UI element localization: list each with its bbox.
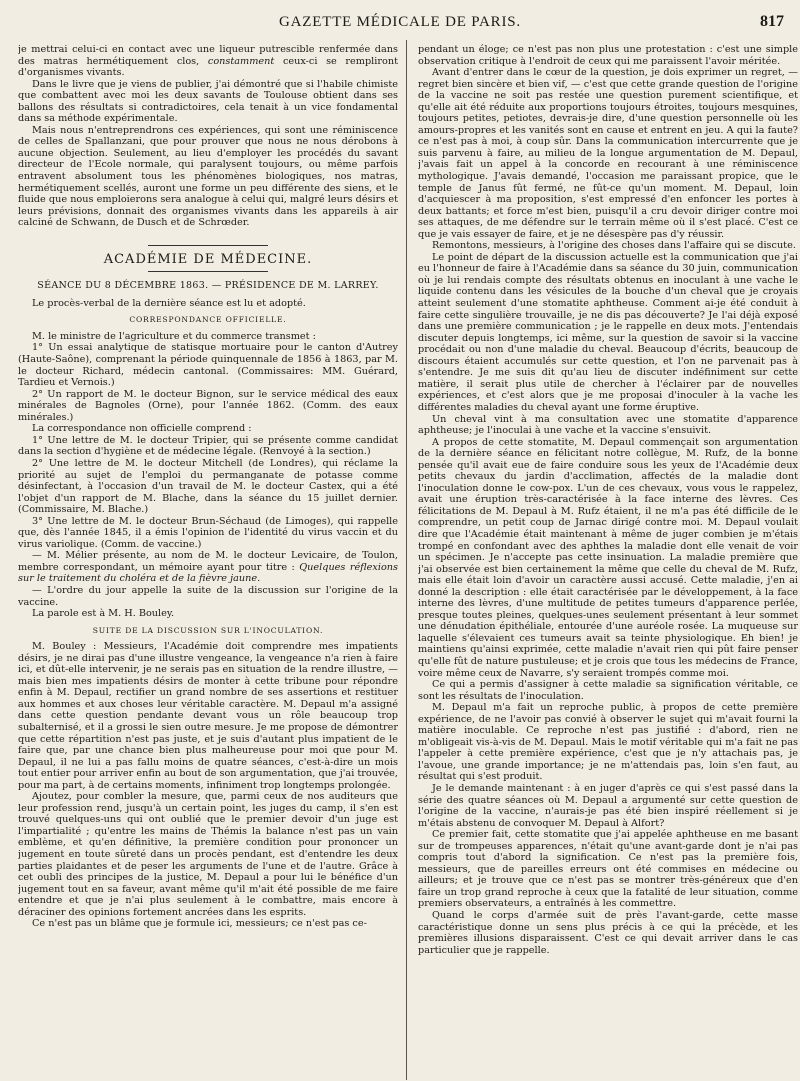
paragraph: pendant un éloge; ce n'est pas non plus une protestation : c'est une simple observation critique à l'endroit de ceux qui me paraissent l'avoir méritée. — [418, 44, 798, 67]
column-divider — [406, 40, 407, 1080]
paragraph: M. Bouley : Messieurs, l'Académie doit comprendre mes impatients désirs, je ne dirai pas d'une illustre vengeance, la vengeance n'a rien à faire ici, et dût-elle intervenir, je ne serais pas en situation de la rendre illustre, — mais bien mes impatients désirs de monter à cette tribune pour répondre enfin à M. Depaul, rectifier un grand nombre de ses assertions et restituer aux hommes et aux choses leur véritable caractère. M. Depaul m'a assigné dans cette question pendante devant vous un rôle beaucoup trop subalternisé, et il a grossi le sien outre mesure. Je me propose de démontrer que cette répartition n'est pas juste, et je suis d'autant plus impatient de le faire que, par une chance bien plus malheureuse pour moi que pour M. Depaul, il ne lui a pas fallu moins de quatre séances, c'est-à-dire un mois tout entier pour arriver enfin au bout de son argumentation, que j'ai trouvée, pour ma part, à de certains moments, infiniment trop longtemps prolongée. — [18, 641, 398, 791]
paragraph: La correspondance non officielle comprend : — [32, 423, 252, 435]
left-column — [18, 44, 398, 1078]
paragraph: Un cheval vint à ma consultation avec une stomatite d'apparence aphtheuse; je l'inoculai à une vache et la vaccine s'ensuivit. — [418, 413, 798, 437]
academy-title: ACADÉMIE DE MÉDECINE. — [103, 251, 313, 267]
paragraph: Ajoutez, pour combler la mesure, que, parmi ceux de nos auditeurs que leur profession rend, jusqu'à un certain point, les juges du camp, il s'en est trouvé quelques-uns qui ont oublié que le premier devoir d'un juge est l'impartialité ; qu'entre les mains de Thémis la balance n'est pas un vain emblème, et qu'en définitive, la première condition pour prononcer un jugement en toute sûreté dans un procès pendant, est d'entendre les deux parties plaidantes et de peser les arguments de l'une et de l'autre. Grâce à cet oubli des principes de la justice, M. Depaul a pour lui le bénéfice d'un jugement tout en sa faveur, avant même qu'il m'ait été possible de me faire entendre et que je n'ai plus seulement à le combattre, mais encore à déraciner des opinions fortement ancrées dans les esprits. — [18, 791, 398, 918]
paragraph: Quand le corps d'armée suit de près l'avant-garde, cette masse caractéristique donne un sens plus précis à ce qui la précède, et les premières illusions disparaissent. C'est ce qui devait arriver dans le cas particulier que je rappelle. — [418, 910, 798, 956]
correspondence-heading: CORRESPONDANCE OFFICIELLE. — [129, 315, 287, 325]
paragraph: Ce n'est pas un blâme que je formule ici, messieurs; ce n'est pas ce- — [32, 918, 367, 930]
paragraph: — M. Mélier présente, au nom de M. le docteur Levicaire, de Toulon, membre correspondant, un mémoire ayant pour titre : Quelques réflexions sur le traitement du choléra et de la fièvre jaune. — [18, 550, 398, 585]
section-rule — [148, 271, 268, 272]
paragraph: 1° Une lettre de M. le docteur Tripier, qui se présente comme candidat dans la section d'hygiène et de médecine légale. (Renvoyé à la section.) — [18, 434, 398, 458]
paragraph: A propos de cette stomatite, M. Depaul commençait son argumentation de la dernière séance en félicitant notre collègue, M. Rufz, de la bonne pensée qu'il avait eue de faire conduire sous les yeux de l'Académie deux petits chevaux du jardin d'acclimation, affectés de la maladie dont l'inoculation donne le cow-pox. L'un de ces chevaux, vous vous le rappelez, avait une éruption très-caractérisée à la face interne des lèvres. Ces félicitations de M. Depaul à M. Rufz étaient, il ne m'a pas été difficile de le comprendre, un petit coup de Jarnac dirigé contre moi. M. Depaul voulait dire que l'Académie était maintenant à même de juger combien je m'étais trompé en confondant avec des aphthes la maladie dont elle venait de voir un spécimen. Je n'accepte pas cette insinuation. La maladie première que j'ai observée est bien certainement la même que celle du cheval de M. Rufz, mais elle était loin d'avoir un caractère aussi accusé. Cette maladie, j'en ai donné la description : elle était caractérisée par le développement, à la face interne des lèvres, d'une multitude de petites tumeurs d'apparence perlée, presque toutes pleines, quelques-unes seulement présentant à leur sommet une dénudation épithéliale, entourée d'une auréole rosée. La muqueuse sur laquelle s'élevaient ces tumeurs avait sa teinte physiologique. Eh bien! je maintiens qu'ainsi exprimée, cette maladie n'avait rien qui pût faire penser qu'elle fût de nature pustuleuse; et je crois que tous les médecins de France, voire même ceux de Navarre, s'y seraient trompés comme moi. — [418, 436, 798, 679]
paragraph: Le procès-verbal de la dernière séance est lu et adopté. — [32, 297, 306, 309]
section-rule — [148, 245, 268, 246]
paragraph: Je le demande maintenant : à en juger d'après ce qui s'est passé dans la série des quatre séances où M. Depaul a argumenté sur cette question de l'origine de la vaccine, n'aurais-je pas été bien inspiré réellement si je m'étais abstenu de convoquer M. Depaul à Alfort? — [418, 783, 798, 829]
paragraph: — L'ordre du jour appelle la suite de la discussion sur l'origine de la vaccine. — [18, 584, 398, 608]
paragraph: je mettrai celui-ci en contact avec une liqueur putrescible renfermée dans des matras hermétiquement clos, constamment ceux-ci se rempliront d'organismes vivants. — [18, 44, 398, 79]
paragraph: M. le ministre de l'agriculture et du commerce transmet : — [32, 330, 316, 342]
paragraph: Ce premier fait, cette stomatite que j'ai appelée aphtheuse en me basant sur de trompeuses apparences, n'était qu'une avant-garde dont je n'ai pas compris tout d'abord la signification. Ce n'est pas la première fois, messieurs, que de pareilles erreurs ont été commises en médecine ou ailleurs; et je trouve que ce n'est pas se montrer très-généreux que d'en faire un trop grand reproche à ceux que la fatalité de leur situation, comme premiers observateurs, a entraînés à les commettre. — [418, 829, 798, 910]
paragraph: Ce qui a permis d'assigner à cette maladie sa signification véritable, ce sont les résultats de l'inoculation. — [418, 679, 798, 702]
journal-title: GAZETTE MÉDICALE DE PARIS. — [279, 14, 521, 30]
right-column — [418, 44, 798, 1078]
paragraph: Mais nous n'entreprendrons ces expériences, qui sont une réminiscence de celles de Spallanzani, que pour prouver que nous ne nous dérobons à aucune objection. Seulement, au lieu d'employer les procédés du savant directeur de l'Ecole normale, qui paralysent toujours, ou même parfois entravent absolument tous les phénomènes biologiques, nos matras, hermétiquement scellés, auront une forme un peu différente des siens, et le fluide que nous emploierons sera analogue à celui qui, malgré leurs désirs et leurs prévisions, donnait des organismes vivants dans les appareils à air calciné de Schwann, de Dusch et de Schrœder. — [18, 124, 398, 229]
paragraph: 2° Une lettre de M. le docteur Mitchell (de Londres), qui réclame la priorité au sujet de l'emploi du permanganate de potasse comme désinfectant, à l'occasion d'un travail de M. le docteur Castex, qui a été l'objet d'un rapport de M. Blache, dans la séance du 15 juillet dernier. (Commissaire, M. Blache.) — [18, 457, 398, 516]
paragraph: Avant d'entrer dans le cœur de la question, je dois exprimer un regret, — regret bien sincère et bien vif, — c'est que cette grande question de l'origine de la vaccine ne soit pas restée une question purement scientifique, et qu'elle ait été réduite aux proportions toujours étroites, toujours mesquines, toujours petites, petiotes, devrais-je dire, d'une question personnelle où les amours-propres et les vanités sont en cause et entrent en jeu. A qui la faute? ce n'est pas à moi, à coup sûr. Dans la communication intercurrente que je suis parvenu à faire, au milieu de la longue argumentation de M. Depaul, j'avais fait un appel à la concorde en recourant à une réminiscence mythologique. J'avais demandé, l'occasion me paraissant propice, que le temple de Janus fût fermé, ne fût-ce qu'un moment. M. Depaul, loin d'acquiescer à ma proposition, s'est empressé d'en enfoncer les portes à deux battants; et force m'est bien, puisqu'il a cru devoir diriger contre moi ses attaques, de me défendre sur le terrain même où il s'est placé. C'est ce que je vais essayer de faire, et je ne désespère pas d'y réussir. — [418, 67, 798, 240]
paragraph: 3° Une lettre de M. le docteur Brun-Séchaud (de Limoges), qui rappelle que, dès l'année 1845, il a émis l'opinion de l'identité du virus vaccin et du virus variolique. (Comm. de vaccine.) — [18, 515, 398, 550]
paragraph: Remontons, messieurs, à l'origine des choses dans l'affaire qui se discute. — [432, 240, 796, 252]
paragraph: Le point de départ de la discussion actuelle est la communication que j'ai eu l'honneur de faire à l'Académie dans sa séance du 30 juin, communication où je lui rendais compte des résultats obtenus en inoculant à une vache le liquide contenu dans les vésicules de la bouche d'un cheval que je croyais atteint seulement d'une stomatite aphtheuse. Comment ai-je été conduit à faire cette singulière trouvaille, je ne dis pas découverte? Je l'ai déjà exposé dans une première communication ; je le rappelle en deux mots. J'entendais discuter depuis longtemps, ici même, sur la question de savoir si la vaccine procédait ou non d'une maladie du cheval. Beaucoup d'écrits, beaucoup de discours étaient accumulés sur cette question, et l'on ne parvenait pas à s'entendre. Je me suis dit qu'au lieu de discuter indéfiniment sur cette matière, il serait plus utile de chercher à l'éclairer par de nouvelles expériences, et c'est alors que je me proposai d'inoculer à la vache les différentes maladies du cheval ayant une forme éruptive. — [418, 251, 798, 413]
paragraph: La parole est à M. H. Bouley. — [32, 608, 175, 620]
paragraph: Dans le livre que je viens de publier, j'ai démontré que si l'habile chimiste que combattent avec moi les deux savants de Toulouse obtient dans ses ballons des résultats si contradictoires, cela tenait à un vice fondamental dans sa méthode expérimentale. — [18, 78, 398, 125]
discussion-heading: SUITE DE LA DISCUSSION SUR L'INOCULATION. — [92, 625, 324, 635]
paragraph: M. Depaul m'a fait un reproche public, à propos de cette première expérience, de ne l'avoir pas convié à observer le sujet qui m'avait fourni la matière inoculable. Ce reproche n'est pas justifié : d'abord, rien ne m'obligeait vis-à-vis de M. Depaul. Mais le motif véritable qui m'a fait ne pas l'appeler à cette première expérience, c'est que je n'y attachais pas, je l'avoue, une grande importance; je ne m'attendais pas, loin s'en faut, au résultat qui s'est produit. — [418, 702, 798, 783]
paragraph: 2° Un rapport de M. le docteur Bignon, sur le service médical des eaux minérales de Bagnoles (Orne), pour l'année 1862. (Comm. des eaux minérales.) — [18, 388, 398, 423]
page-number: 817 — [760, 13, 784, 30]
session-heading: SÉANCE DU 8 DÉCEMBRE 1863. — PRÉSIDENCE DE M. LARREY. — [37, 280, 379, 292]
paragraph: 1° Un essai analytique de statisque mortuaire pour le canton d'Autrey (Haute-Saône), comprenant la période quinquennale de 1856 à 1863, par M. le docteur Richard, médecin cantonal. (Commissaires: MM. Guérard, Tardieu et Vernois.) — [18, 342, 398, 389]
running-head — [0, 14, 800, 36]
